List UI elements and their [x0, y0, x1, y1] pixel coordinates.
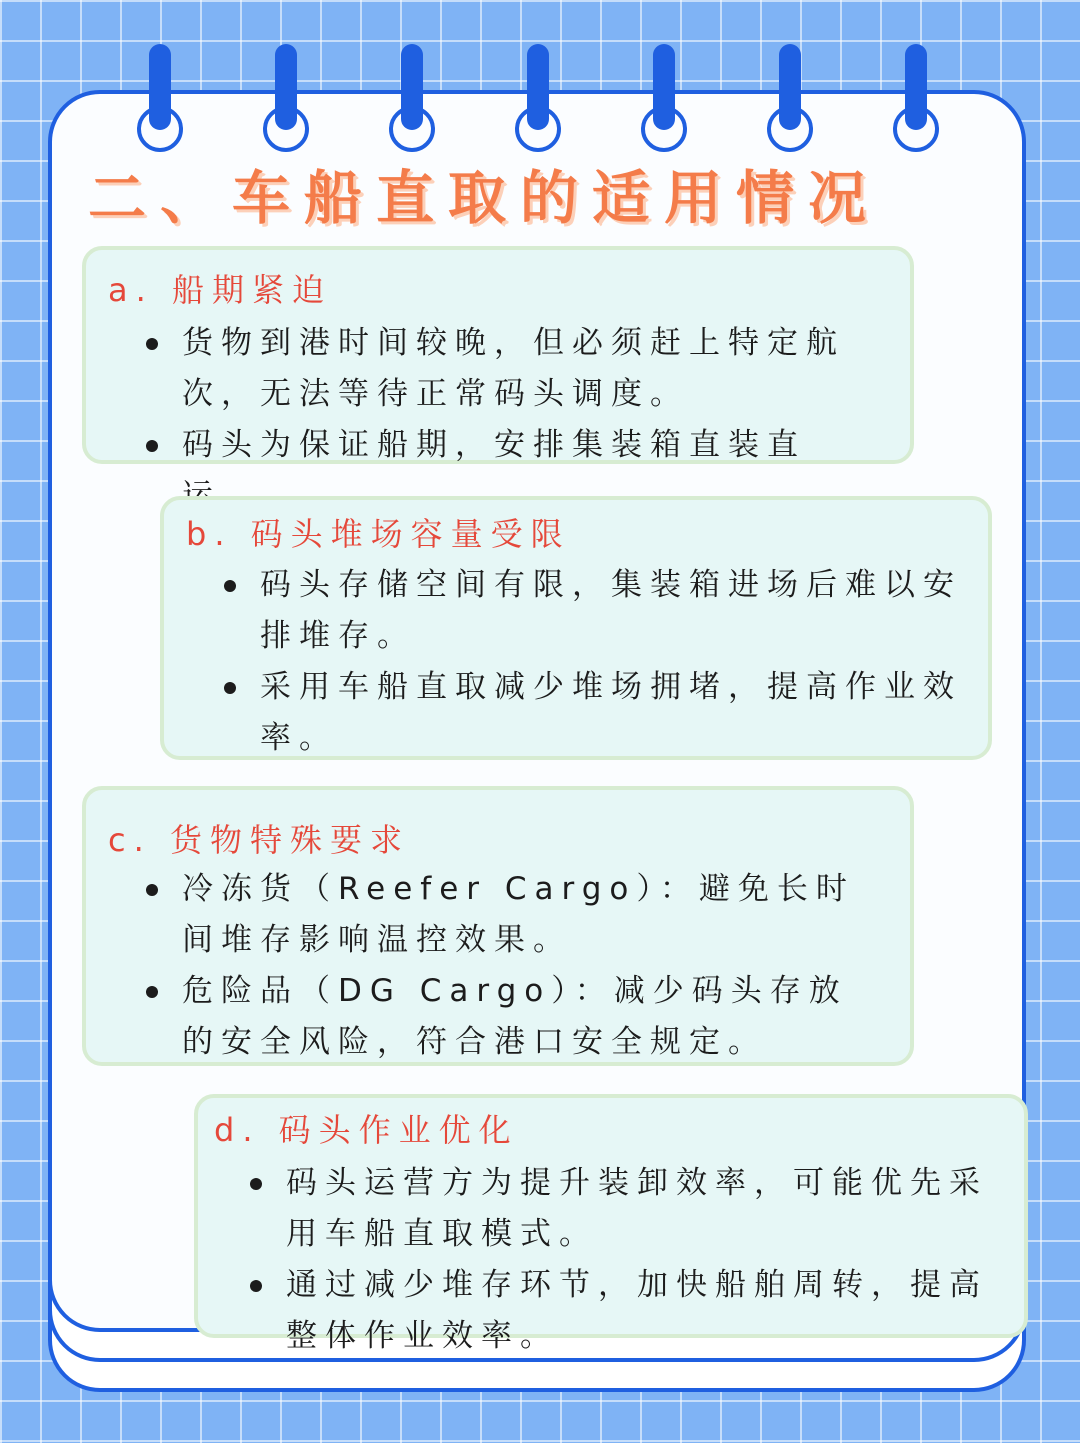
bullet-icon — [146, 338, 158, 350]
bullet-icon — [146, 884, 158, 896]
list-item — [224, 560, 988, 662]
binder-ring-icon — [767, 44, 813, 154]
bullet-icon — [146, 440, 158, 452]
bullet-icon — [250, 1178, 262, 1190]
binder-ring-icon — [263, 44, 309, 154]
binder-ring-icon — [641, 44, 687, 154]
list-item — [224, 662, 988, 764]
list-item — [146, 966, 866, 1068]
bullet-icon — [224, 682, 236, 694]
bullet-icon — [224, 580, 236, 592]
bullet-text: 码头存储空间有限，集装箱进场后难以安排堆存。 — [260, 567, 962, 654]
bullet-icon — [146, 986, 158, 998]
list-item — [250, 1158, 1020, 1260]
bullet-text: 采用车船直取减少堆场拥堵，提高作业效率。 — [260, 669, 962, 756]
bullet-text: 通过减少堆存环节，加快船舶周转，提高整体作业效率。 — [286, 1267, 988, 1354]
list-item — [146, 318, 866, 420]
bullet-text: 冷冻货（Reefer Cargo）：避免长时间堆存影响温控效果。 — [182, 871, 855, 958]
section-card-c — [82, 786, 914, 1066]
page-title: 二、车船直取的适用情况 — [88, 164, 881, 232]
binder-ring-icon — [893, 44, 939, 154]
section-heading: d. 码头作业优化 — [214, 1111, 519, 1149]
list-item — [146, 864, 866, 966]
bullet-text: 货物到港时间较晚，但必须赶上特定航次，无法等待正常码头调度。 — [182, 325, 845, 412]
bullet-list — [146, 864, 866, 1068]
section-heading: a. 船期紧迫 — [108, 271, 332, 309]
section-heading: c. 货物特殊要求 — [108, 821, 410, 859]
section-card-a — [82, 246, 914, 464]
binder-ring-icon — [389, 44, 435, 154]
section-card-d — [194, 1094, 1028, 1354]
binder-ring-icon — [515, 44, 561, 154]
section-heading: b. 码头堆场容量受限 — [186, 515, 571, 553]
bullet-text: 码头为保证船期，安排集装箱直装直 — [182, 427, 806, 463]
bullet-icon — [250, 1280, 262, 1292]
bullet-list — [146, 318, 866, 522]
bullet-list — [224, 560, 988, 764]
bullet-text: 码头运营方为提升装卸效率，可能优先采用车船直取模式。 — [286, 1165, 988, 1252]
section-card-b — [160, 496, 992, 760]
binder-ring-icon — [137, 44, 183, 154]
list-item — [250, 1260, 1020, 1362]
bullet-text: 危险品（DG Cargo）：减少码头存放的安全风险，符合港口安全规定。 — [182, 973, 848, 1060]
bullet-list — [250, 1158, 1020, 1362]
